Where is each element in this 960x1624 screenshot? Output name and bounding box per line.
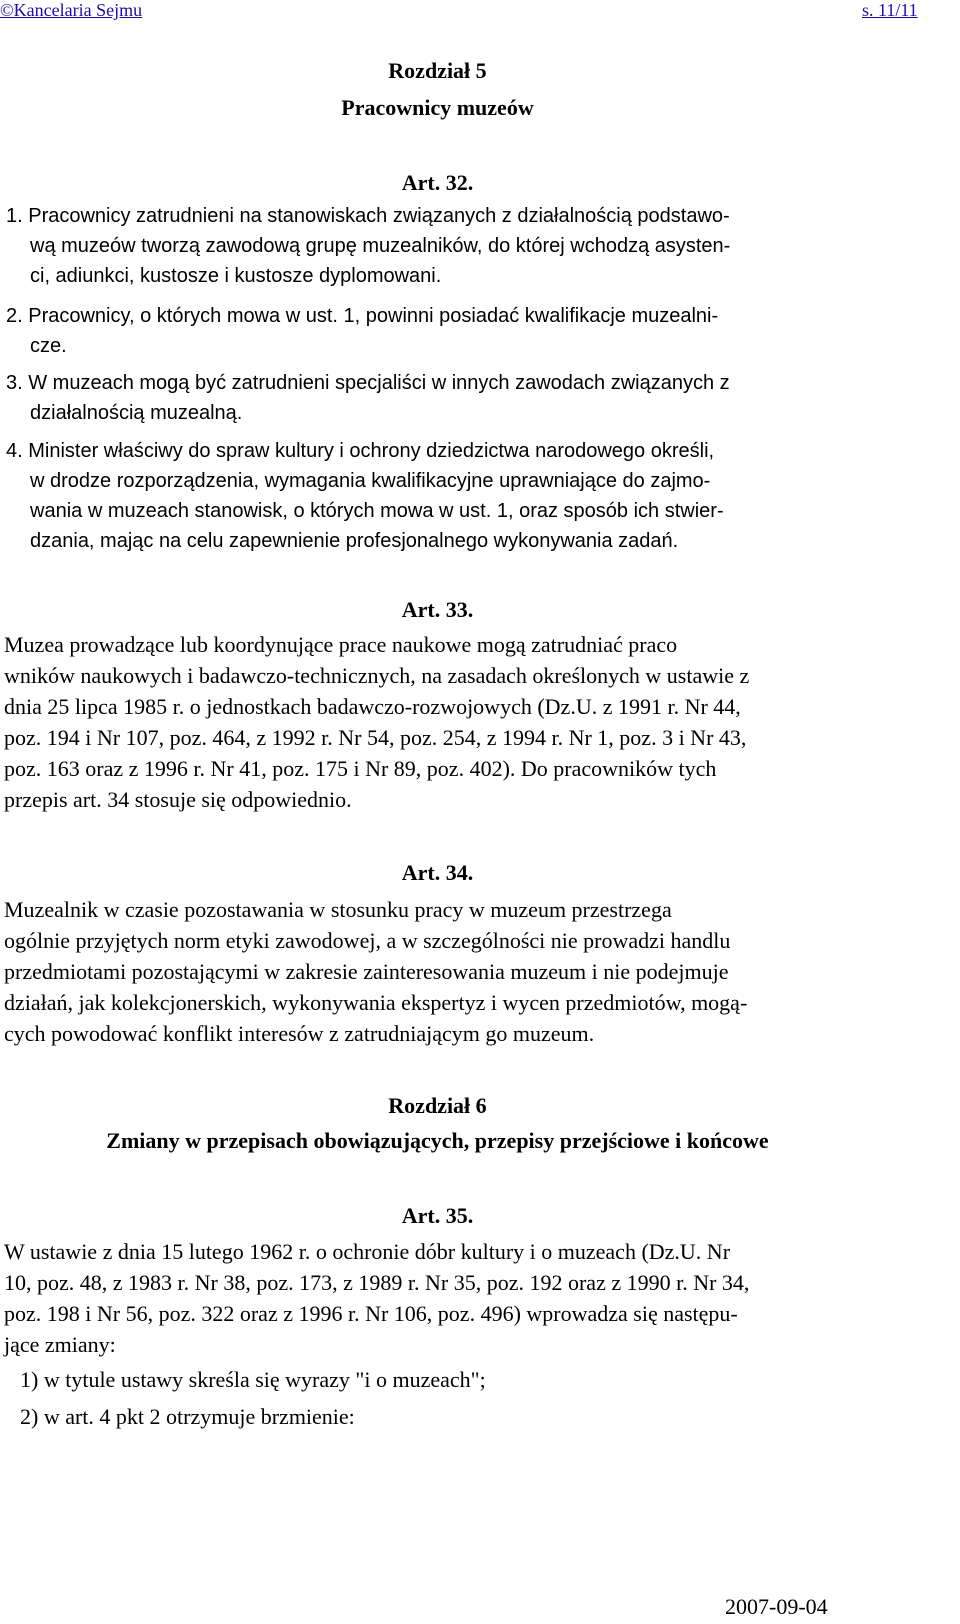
- text-line: ci, adiunkci, kustosze i kustosze dyplomowani.: [30, 265, 442, 287]
- text-line: dnia 25 lipca 1985 r. o jednostkach badawczo-rozwojowych (Dz.U. z 1991 r. Nr 44,: [4, 694, 741, 719]
- chapter-6-label: Rozdział 6: [388, 1093, 487, 1118]
- text-line: Muzealnik w czasie pozostawania w stosunku pracy w muzeum przestrzega: [4, 897, 672, 922]
- text-line: poz. 198 i Nr 56, poz. 322 oraz z 1996 r. Nr 106, poz. 496) wprowadza się następu-: [4, 1301, 738, 1326]
- text-line: jące zmiany:: [4, 1332, 116, 1357]
- text-line: Muzea prowadzące lub koordynujące prace naukowe mogą zatrudniać praco: [4, 632, 678, 657]
- art-35-heading: Art. 35.: [401, 1203, 474, 1228]
- art-33-heading: Art. 33.: [401, 597, 474, 622]
- header-page-number-link[interactable]: s. 11/11: [862, 0, 918, 20]
- text-line: cych powodować konflikt interesów z zatrudniającym go muzeum.: [4, 1021, 595, 1046]
- text-line: działań, jak kolekcjonerskich, wykonywania ekspertyz i wycen przedmiotów, mogą-: [4, 990, 748, 1015]
- text-line: przepis art. 34 stosuje się odpowiednio.: [4, 787, 352, 812]
- text-line: przedmiotami pozostającymi w zakresie zainteresowania muzeum i nie podejmuje: [4, 959, 729, 984]
- chapter-5-label: Rozdział 5: [388, 58, 487, 83]
- chapter-6-title: Zmiany w przepisach obowiązujących, przepisy przejściowe i końcowe: [106, 1128, 769, 1153]
- text-line: 10, poz. 48, z 1983 r. Nr 38, poz. 173, z 1989 r. Nr 35, poz. 192 oraz z 1990 r. Nr 34,: [4, 1270, 750, 1295]
- art-34-heading: Art. 34.: [401, 860, 474, 885]
- text-line: 2. Pracownicy, o których mowa w ust. 1, powinni posiadać kwalifikacje muzealni-: [6, 305, 719, 327]
- text-line: ogólnie przyjętych norm etyki zawodowej, a w szczególności nie prowadzi handlu: [4, 928, 731, 953]
- text-line: wą muzeów tworzą zawodową grupę muzealników, do której wchodzą asysten-: [30, 235, 731, 257]
- text-line: wania w muzeach stanowisk, o których mowa w ust. 1, oraz sposób ich stwier-: [30, 500, 724, 522]
- text-line: dzania, mając na celu zapewnienie profesjonalnego wykonywania zadań.: [30, 530, 679, 552]
- text-line: w drodze rozporządzenia, wymagania kwalifikacyjne uprawniające do zajmo-: [30, 470, 711, 492]
- art-35-item-2: 2) w art. 4 pkt 2 otrzymuje brzmienie:: [20, 1404, 355, 1429]
- footer-date: 2007-09-04: [725, 1594, 828, 1619]
- text-line: wników naukowych i badawczo-technicznych, na zasadach określonych w ustawie z: [4, 663, 750, 688]
- text-line: poz. 163 oraz z 1996 r. Nr 41, poz. 175 i Nr 89, poz. 402). Do pracowników tych: [4, 756, 717, 781]
- text-line: 1. Pracownicy zatrudnieni na stanowiskach związanych z działalnością podstawo-: [6, 205, 730, 227]
- text-line: W ustawie z dnia 15 lutego 1962 r. o ochronie dóbr kultury i o muzeach (Dz.U. Nr: [4, 1239, 731, 1264]
- header-source-link[interactable]: ©Kancelaria Sejmu: [0, 0, 143, 20]
- art-35-item-1: 1) w tytule ustawy skreśla się wyrazy "i o muzeach";: [20, 1367, 486, 1392]
- text-line: poz. 194 i Nr 107, poz. 464, z 1992 r. Nr 54, poz. 254, z 1994 r. Nr 1, poz. 3 i Nr 43,: [4, 725, 747, 750]
- text-line: cze.: [30, 335, 67, 357]
- art-32-heading: Art. 32.: [401, 170, 474, 195]
- chapter-5-title: Pracownicy muzeów: [341, 95, 534, 120]
- text-line: 3. W muzeach mogą być zatrudnieni specjaliści w innych zawodach związanych z: [6, 372, 730, 394]
- text-line: 4. Minister właściwy do spraw kultury i ochrony dziedzictwa narodowego określi,: [6, 440, 715, 462]
- text-line: działalnością muzealną.: [30, 402, 243, 424]
